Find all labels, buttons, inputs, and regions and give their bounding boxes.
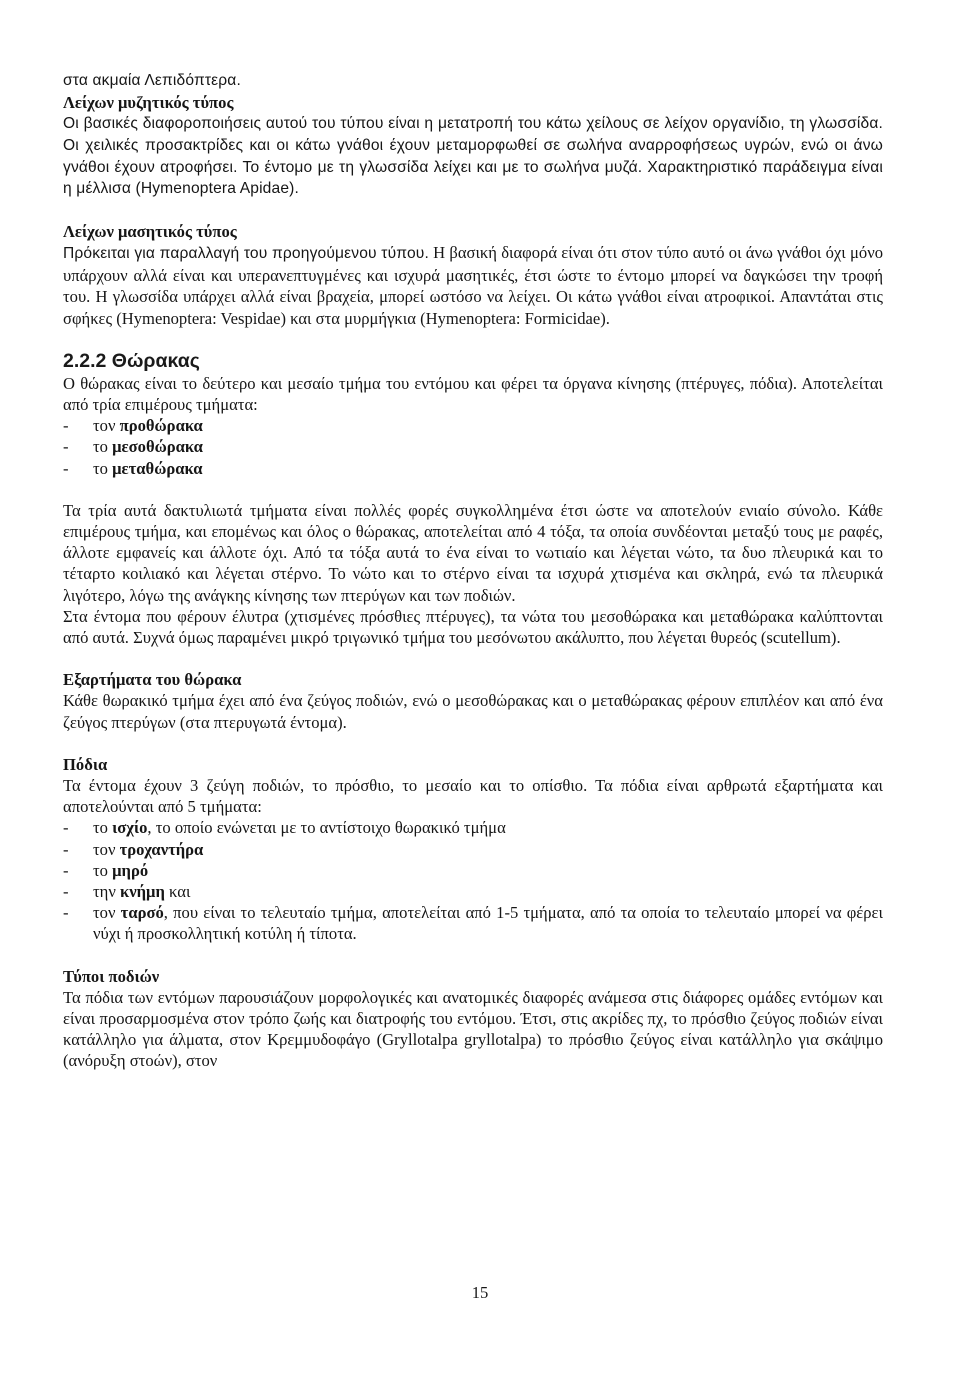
thorax-intro-b: Αποτελείται από τρία επιμέρους τμήματα: xyxy=(63,373,883,414)
paragraph-licking-sucking: Οι βασικές διαφοροποιήσεις αυτού του τύπου είναι η μετατροπή του κάτω χείλους σε λείχον οργανίδιο, τη γλωσσίδα. Οι χειλικές προσακτρίδες και οι κάτω γνάθοι έχουν μεταμορφωθεί σε σωλήνα αναρροφήσεως υγρών, ενώ οι άνω γνάθοι έχουν ατροφήσει. Το έντομο με τη γλωσσίδα λείχει και με το σωλήνα μυζά. Χαρακτηριστικό παράδειγμα είναι η μέλλισα (Hymenoptera Apidae). xyxy=(63,115,883,198)
leg-types-paragraph: Τα πόδια των εντόμων παρουσιάζουν μορφολογικές και ανατομικές διαφορές ανάμεσα στις διάφορες ομάδες εντόμων και είναι προσαρμοσμένα στον τρόπο ζωής και διατροφής του εντόμου. Έτσι, στις ακρίδες πχ, το πρόσθιο ζεύγος ποδιών είναι κατάλληλο για άλματα, στον Κρεμμυδοφάγο (Gryllotalpa gryllotalpa) το πρόσθιο ζεύγος είναι κατάλληλο για σκάψιμο (ανόρυξη στοών), στον xyxy=(63,987,883,1071)
list-term: τροχαντήρα xyxy=(119,839,204,859)
list-item xyxy=(63,436,883,457)
thorax-paragraph-1: Τα τρία αυτά δακτυλιωτά τμήματα είναι πολλές φορές συγκολλημένα έτσι ώστε να αποτελούν ενιαίο σύνολο. Κάθε επιμέρους τμήμα, και επομένως και όλος ο θώρακας, αποτελείται από 4 τόξα, τα οποία συνδέονται μεταξύ τους με ραφές, άλλοτε εμφανείς και άλλοτε όχι. Από τα τόξα αυτά το ένα είναι το νωτιαίο και λέγεται νώτο, τα δυο πλευρικά και το τέταρτο κοιλιακό και λέγεται στέρνο. Το νώτο και το στέρνο είναι τα ισχυρά χτισμένα και σκληρά, ενώ τα πλευρικά λιγότερο, λόγω της ανάγκης κίνησης των πτερύγων και των ποδιών. xyxy=(63,500,883,605)
legs-intro xyxy=(63,775,883,817)
paragraph-licking-chewing-part2: Η βασική διαφορά είναι ότι στον τύπο αυτό οι άνω γνάθοι όχι μόνο υπάρχουν αλλά είναι και υπερανεπτυγμένες και ισχυρά μασητικές, έτσι ώστε το έντομο μπορεί να δαγκώσει την τροφή του. Η γλωσσίδα υπάρχει αλλά είναι βραχεία, μπορεί ωστόσο να λείχει. Οι κάτω γνάθοι είναι ατροφικοί. Απαντάται στις σφήκες (Hymenoptera: Vespidae) και στα μυρμήγκια (Hymenoptera: Formicidae). xyxy=(63,243,883,328)
heading-leg-types: Τύποι ποδιών xyxy=(63,966,160,986)
legs-intro-a: Τα έντομα έχουν 3 ζεύγη ποδιών, το πρόσθιο, το μεσαίο και το οπίσθιο. xyxy=(63,776,588,796)
list-dash: - xyxy=(63,416,69,436)
heading-legs: Πόδια xyxy=(63,754,108,774)
list-dash: - xyxy=(63,860,69,880)
list-text: το xyxy=(93,860,113,880)
list-item xyxy=(63,902,883,944)
list-text: την xyxy=(93,882,120,902)
list-term: ισχίο xyxy=(112,818,148,838)
list-item xyxy=(63,839,883,860)
appendages-paragraph: Κάθε θωρακικό τμήμα έχει από ένα ζεύγος ποδιών, ενώ ο μεσοθώρακας και ο μεταθώρακας φέρουν επιπλέον και από ένα ζεύγος πτερύγων (στα πτερυγωτά έντομα). xyxy=(63,691,883,732)
list-item xyxy=(63,860,883,881)
list-item xyxy=(63,817,883,838)
list-term: προθώρακα xyxy=(119,416,203,436)
page-number: 15 xyxy=(471,1283,489,1302)
list-text: τον xyxy=(93,416,120,436)
list-dash: - xyxy=(63,458,69,478)
thorax-parts-list xyxy=(63,415,883,479)
list-text: το xyxy=(93,818,113,838)
page-content xyxy=(63,70,883,1072)
legs-intro-b: Τα πόδια είναι αρθρωτά εξαρτήματα και αποτελούνται από 5 τμήματα: xyxy=(63,776,883,817)
list-term: μηρό xyxy=(112,860,149,880)
list-term: μεσοθώρακα xyxy=(112,437,203,457)
list-item xyxy=(63,881,883,902)
list-text: τον xyxy=(93,903,121,923)
section-title-thorax: 2.2.2 Θώρακας xyxy=(63,349,200,372)
list-text: το xyxy=(93,458,113,478)
thorax-intro-a: Ο θώρακας είναι το δεύτερο και μεσαίο τμήμα του εντόμου και φέρει τα όργανα κίνησης (πτέρυγες, πόδια). xyxy=(63,373,798,393)
list-dash: - xyxy=(63,839,69,859)
heading-licking-sucking-type: Λείχων μυζητικός τύπος xyxy=(63,92,234,112)
list-text: και xyxy=(164,882,191,902)
list-dash: - xyxy=(63,437,69,457)
list-text: , που είναι το τελευταίο τμήμα, αποτελείται από 1-5 τμήματα, από τα οποία το τελευταίο μπορεί να φέρει νύχι ή προσκολλητική κοτύλη ή τίποτα. xyxy=(93,903,883,944)
heading-thorax-appendages: Εξαρτήματα του θώρακα xyxy=(63,670,242,690)
thorax-intro xyxy=(63,373,883,415)
list-item xyxy=(63,458,883,479)
list-dash: - xyxy=(63,818,69,838)
list-text: , το οποίο ενώνεται με το αντίστοιχο θωρακικό τμήμα xyxy=(147,818,506,838)
list-text: το xyxy=(93,437,113,457)
paragraph-licking-chewing xyxy=(63,242,883,328)
list-term: ταρσό xyxy=(120,903,164,923)
heading-licking-chewing-type: Λείχων μασητικός τύπος xyxy=(63,222,237,242)
list-text: τον xyxy=(93,839,120,859)
list-item xyxy=(63,415,883,436)
list-term: μεταθώρακα xyxy=(112,458,203,478)
list-dash: - xyxy=(63,903,69,923)
paragraph-licking-chewing-part1: Πρόκειται για παραλλαγή του προηγούμενου τύπου. xyxy=(63,245,429,263)
leg-parts-list xyxy=(63,817,883,944)
thorax-paragraph-2: Στα έντομα που φέρουν έλυτρα (χτισμένες πρόσθιες πτέρυγες), τα νώτα του μεσοθώρακα και μεταθώρακα καλύπτονται από αυτά. Συχνά όμως παραμένει μικρό τριγωνικό τμήμα του μεσόνωτου ακάλυπτο, που λέγεται θυρεός (scutellum). xyxy=(63,606,883,648)
continuation-line: στα ακμαία Λεπιδόπτερα. xyxy=(63,72,241,89)
list-term: κνήμη xyxy=(120,882,165,902)
list-dash: - xyxy=(63,882,69,902)
